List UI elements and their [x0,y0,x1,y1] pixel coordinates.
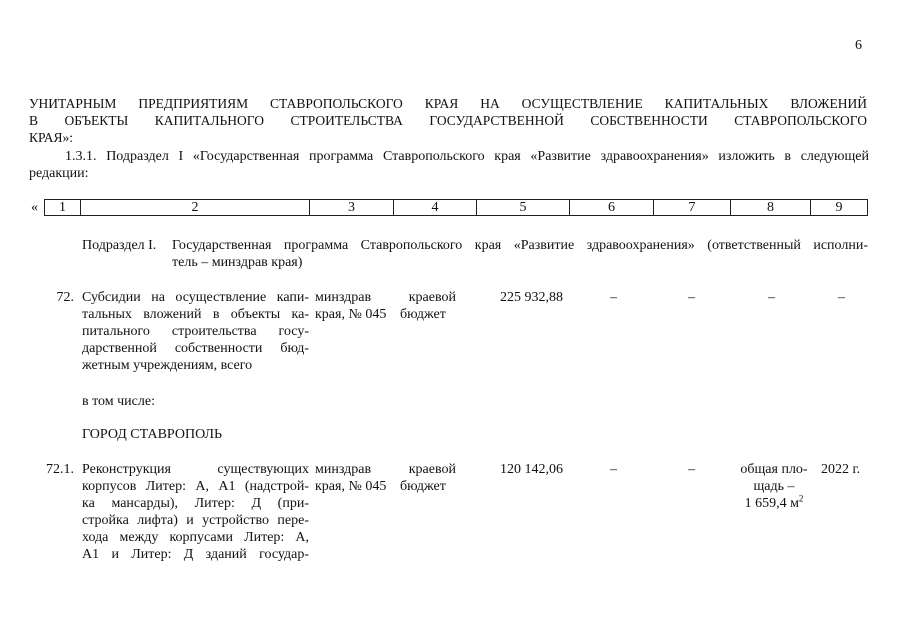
row-72-1-name [82,461,309,563]
row-72-executor-line: минздрав [315,290,372,305]
row-72-1-col8-area [732,495,816,512]
col-num-8: 8 [731,200,811,215]
col-num-1: 1 [45,200,81,215]
row-72-1-name-line: А1 и Литер: Д зданий государ- [82,547,309,562]
row-72-executor-line: края, № 045 [315,307,387,322]
row-72-source-line: бюджет [400,307,446,322]
row-72-executor [315,289,397,323]
row-72-1-name-line: Реконструкция существующих [82,462,309,477]
row-72-number: 72. [56,290,74,305]
paragraph-line-2: редакции: [29,166,89,181]
row-72-1-executor-line: минздрав [315,462,372,477]
row-72-1-col9: 2022 г. [821,462,861,477]
area-value: 1 659,4 м [744,496,799,511]
col-num-3: 3 [310,200,394,215]
opening-quote: « [31,200,38,215]
page-number: 6 [855,38,862,53]
col-num-7: 7 [654,200,731,215]
col-num-6: 6 [570,200,654,215]
row-72-col9: – [838,290,845,305]
row-72-name-line: питального строительства госу- [82,324,309,339]
col-num-2: 2 [81,200,310,215]
row-72-1-executor [315,461,397,495]
row-72-1-col6: – [610,462,617,477]
heading-line-1: УНИТАРНЫМ ПРЕДПРИЯТИЯМ СТАВРОПОЛЬСКОГО КРАЯ НА ОСУЩЕСТВЛЕНИЕ КАПИТАЛЬНЫХ ВЛОЖЕНИЙ [29,96,867,111]
row-72-col6: – [610,290,617,305]
row-72-1-amount: 120 142,06 [500,462,563,477]
col-num-9: 9 [835,200,843,215]
city-heading: ГОРОД СТАВРОПОЛЬ [82,427,223,442]
row-72-name-line: Субсидии на осуществление капи- [82,290,309,305]
row-72-name-line: жетным учреждениям, всего [82,358,253,373]
row-72-1-col8-line: щадь – [753,479,795,494]
row-72-1-executor-line: края, № 045 [315,479,387,494]
row-72-1-col8-line: общая пло- [740,462,808,477]
row-72-source [400,289,456,323]
row-72-1-col7: – [688,462,695,477]
amendment-paragraph [29,148,869,182]
area-unit-superscript: 2 [798,493,804,504]
subsection-title [172,237,868,271]
row-72-1-source-line: бюджет [400,479,446,494]
section-heading [29,95,867,146]
paragraph-line-1: 1.3.1. Подраздел I «Государственная программа Ставропольского края «Развитие здравоохранения» изложить в следующей [65,149,869,164]
row-72-1-name-line: ка мансарды), Литер: Д (при- [82,496,309,511]
column-number-header [44,199,868,216]
heading-line-2: В ОБЪЕКТЫ КАПИТАЛЬНОГО СТРОИТЕЛЬСТВА ГОСУДАРСТВЕННОЙ СОБСТВЕННОСТИ СТАВРОПОЛЬСКОГО [29,113,867,128]
row-72-name [82,289,309,374]
row-72-1-col8 [732,461,816,512]
row-72-1-source [400,461,456,495]
row-72-col8: – [768,290,775,305]
row-72-name-line: дарственной собственности бюд- [82,341,309,356]
col-num-5: 5 [477,200,570,215]
row-72-1-name-line: корпусов Литер: А, А1 (надстрой- [82,479,309,494]
row-72-name-line: тальных вложений в объекты ка- [82,307,309,322]
heading-line-3: КРАЯ»: [29,130,74,145]
row-72-1-source-line: краевой [408,462,456,477]
subsection-title-line-1: Государственная программа Ставропольского края «Развитие здравоохранения» (ответственный исполни- [172,238,868,253]
subsection-title-line-2: тель – минздрав края) [172,255,303,270]
row-72-1-name-line: хода между корпусами Литер: А, [82,530,309,545]
row-72-1-name-line: стройка лифта) и устройство пере- [82,513,309,528]
row-72-col7: – [688,290,695,305]
col-num-4: 4 [394,200,477,215]
row-72-source-line: краевой [408,290,456,305]
row-72-amount: 225 932,88 [500,290,563,305]
row-72-1-number: 72.1. [46,462,74,477]
including-label: в том числе: [82,394,155,409]
subsection-label: Подраздел I. [82,238,157,253]
